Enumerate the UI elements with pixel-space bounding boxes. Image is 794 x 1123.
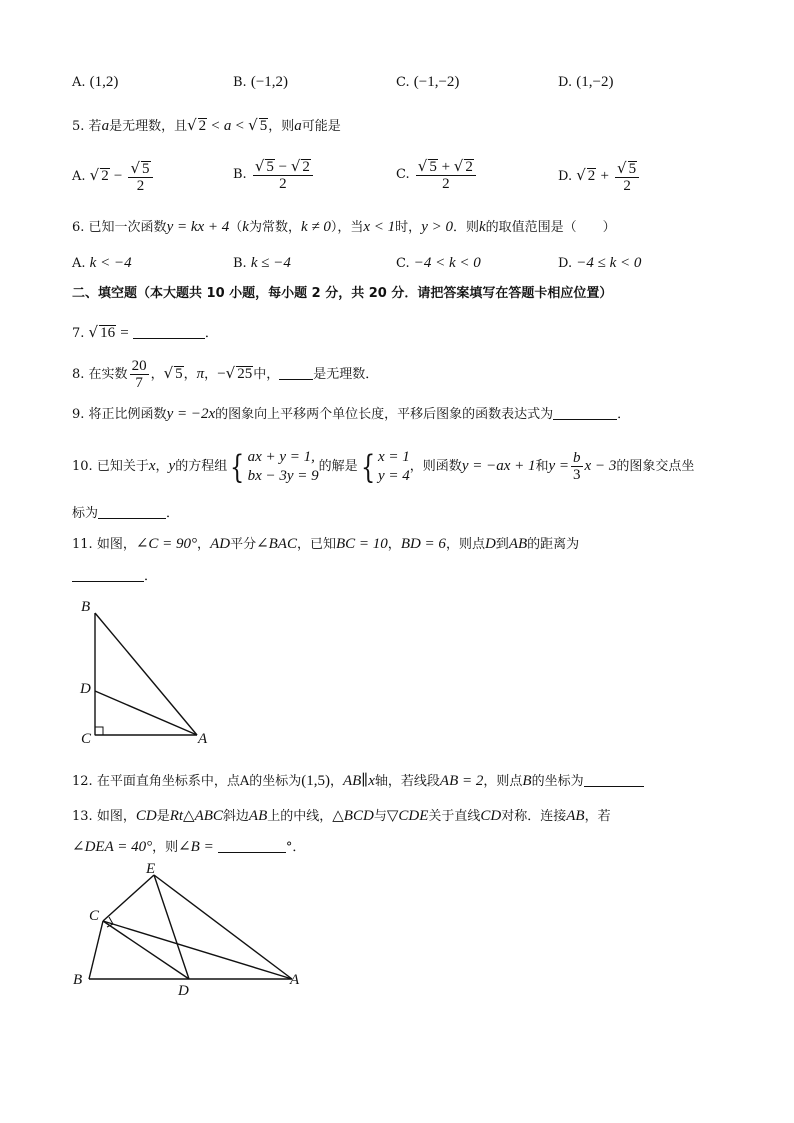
q4-option-a: A. (1,2): [72, 74, 119, 90]
q11-side-ab: [95, 613, 197, 735]
q11-right-angle-mark: [95, 727, 103, 735]
q6-option-c: C. −4 < k < 0: [396, 255, 481, 271]
q13-figure: [70, 862, 320, 1002]
q13-side-ea: [154, 875, 292, 979]
q6-stem: 6. 已知一次函数y = kx + 4（k为常数，k ≠ 0），当x < 1时，y > 0．则k的取值范围是（ ）: [72, 219, 616, 235]
q7-answer-blank[interactable]: [133, 324, 205, 339]
q11-figure: [70, 595, 220, 750]
q5-option-d: D. √ 2 + $\frac{√ 5}{2}$: [558, 155, 641, 197]
q11-stem: 11. 如图，∠C = 90°，AD平分∠BAC，已知BC = 10，BD = 6，则点D到AB的距离为: [72, 536, 580, 552]
q13-median-cd: [103, 921, 189, 979]
q5-option-a: A. √ 2 − $\frac{√ 5}{2}$: [72, 155, 155, 197]
q13-label-c: C: [89, 908, 100, 924]
q13-answer-blank[interactable]: [218, 838, 286, 853]
q5-option-c: C. $\frac{√ 5 + √ 2}{2}$: [396, 155, 478, 195]
q13-side-ca: [103, 921, 292, 979]
q13-side-ed: [154, 875, 189, 979]
q4-option-d: D. (1,−2): [558, 74, 614, 90]
q12-stem: 12. 在平面直角坐标系中，点A的坐标为(1,5)，AB∥x轴，若线段AB = 2，则点B的坐标为: [72, 772, 644, 791]
q10-stem: 10. 已知关于x，y的方程组 { ax + y = 1, bx − 3y = 9 的解是 { x = 1 y = 4 ，则函数y = −ax + 1和y = $\frac{b}{3}$ x − 3的图象交点坐: [72, 447, 695, 486]
q9-stem: 9. 将正比例函数y = −2x的图象向上平移两个单位长度，平移后图象的函数表达式为 ．: [72, 406, 631, 422]
q6-option-d: D. −4 ≤ k < 0: [558, 255, 642, 271]
q4-option-c: C. (−1,−2): [396, 74, 460, 90]
q6-option-a: A. k < −4: [72, 255, 132, 271]
q13-label-a: A: [290, 972, 300, 988]
q5-stem: 5. 若a是无理数，且√ 2 < a < √ 5，则a可能是: [72, 116, 341, 134]
q13-stem-cont: ∠DEA = 40°，则∠B = °．: [72, 839, 306, 855]
q9-answer-blank[interactable]: [553, 405, 617, 420]
q8-stem: 8. 在实数 $\frac{20}{7}$ ，√ 5，π，−√ 25中， 是无理数．: [72, 358, 379, 391]
q7-stem: 7. √ 16 = ．: [72, 323, 218, 341]
q4-option-b: B. (−1,2): [233, 74, 289, 90]
q6-option-b: B. k ≤ −4: [233, 255, 291, 271]
q13-stem: 13. 如图，CD是Rt△ABC斜边AB上的中线，△BCD与▽CDE关于直线CD对称．连接AB，若: [72, 808, 611, 824]
q10-answer-blank[interactable]: [98, 504, 166, 519]
section-2-heading: 二、填空题（本大题共 10 小题，每小题 2 分，共 20 分．请把答案填写在答题卡相应位置）: [72, 286, 613, 301]
q12-answer-blank[interactable]: [584, 772, 644, 787]
q13-label-d: D: [178, 983, 189, 999]
q11-answer-line: ．: [72, 567, 157, 586]
q11-label-b: B: [81, 599, 91, 615]
q13-label-b: B: [73, 972, 83, 988]
q5-option-b: B. $\frac{√ 5 - √ 2}{2}$: [233, 155, 315, 195]
q11-bisector-ad: [95, 691, 197, 735]
q8-answer-blank[interactable]: [279, 365, 313, 380]
q13-label-e: E: [146, 861, 156, 877]
q13-side-ce: [103, 875, 154, 921]
q13-side-bc: [89, 921, 103, 979]
q11-label-a: A: [198, 731, 208, 747]
q11-label-c: C: [81, 731, 92, 747]
q11-answer-blank[interactable]: [72, 567, 144, 582]
q10-stem-cont: 标为 ．: [72, 506, 180, 521]
q11-label-d: D: [80, 681, 91, 697]
